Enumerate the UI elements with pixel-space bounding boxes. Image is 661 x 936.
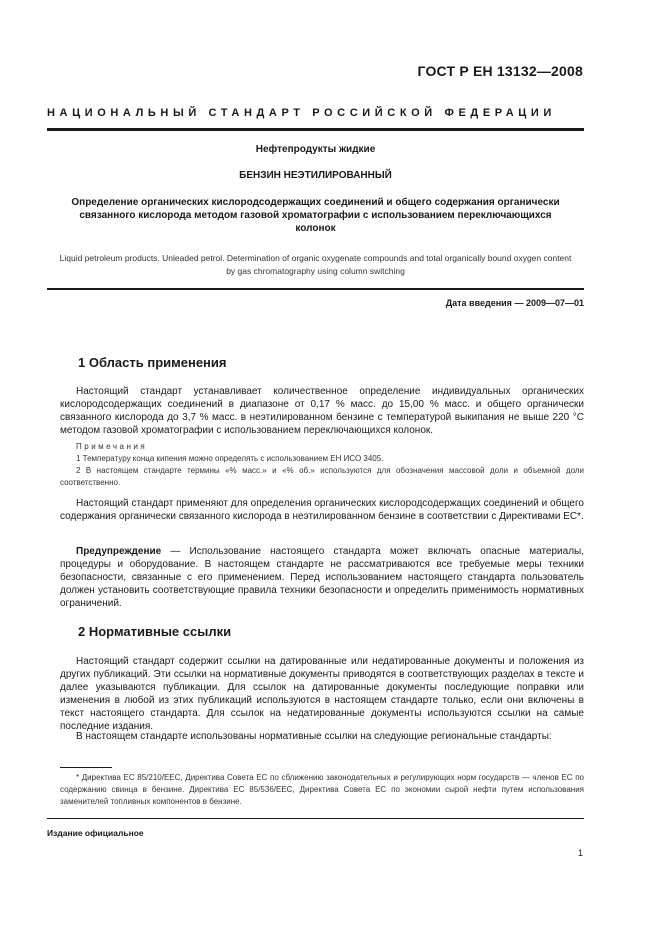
title-divider [47, 288, 584, 290]
section-1-notes [60, 441, 584, 489]
main-title: БЕНЗИН НЕЭТИЛИРОВАННЫЙ [239, 170, 392, 181]
introduction-date [446, 298, 584, 308]
national-standard-line: НАЦИОНАЛЬНЫЙ СТАНДАРТ РОССИЙСКОЙ ФЕДЕРАЦИИ [47, 107, 556, 119]
page-number: 1 [577, 848, 583, 858]
section-1-paragraph-2: Настоящий стандарт применяют для определения органических кислородсодержащих соединений и общего содержания органически связанного кислорода в неэтилированном бензине в соответствии с Директивами ЕС*. [60, 498, 584, 522]
standard-number: ГОСТ Р ЕН 13132—2008 [417, 63, 583, 79]
section-2-heading: 2 Нормативные ссылки [78, 624, 232, 639]
product-group-title: Нефтепродукты жидкие [255, 144, 376, 155]
note-1: 1 Температуру конца кипения можно определять с использованием ЕН ИСО 3405. [76, 454, 384, 463]
subtitle: Определение органических кислородсодержащих соединений и общего содержания органически связанного кислорода методом газовой хроматографии с использованием переключающихся колонок [71, 197, 560, 234]
warning-text: — Использование настоящего стандарта может включать опасные материалы, процедуры и оборудование. В настоящем стандарте не рассматриваются все требуемые меры техники безопасности, связанные с его применением. Перед использованием настоящего стандарта пользователь должен установить соответствующие правила техники безопасности и определить применимость нормативных ограничений. [60, 546, 584, 609]
footnote: * Директива ЕС 85/210/EEC, Директива Совета ЕС по сближению законодательных и регулирующих норм государств — членов ЕС по содержанию свинца в бензине. Директива ЕС 85/536/EEC, Директива Совета ЕС по экономии сырой нефти путем использования заменителей топливных компонентов в бензине. [60, 773, 584, 806]
english-title: Liquid petroleum products. Unleaded petrol. Determination of organic oxygenate compounds and total organically bound oxygen content by gas chromatography using column switching [59, 253, 572, 276]
footer-divider [47, 818, 584, 819]
footnote-divider [60, 767, 112, 768]
header-divider [47, 128, 584, 131]
notes-title: Примечания [76, 442, 148, 451]
date-label: Дата введения [445, 298, 512, 308]
section-1-paragraph-1: Настоящий стандарт устанавливает количественное определение индивидуальных органических кислородсодержащих соединений в диапазоне от 0,17 % масс. до 15,00 % масс. и общего органически связанного кислорода до 3,7 % масс. в неэтилированном бензине с температурой выкипания не выше 220 °C методом газовой хроматографии с использованием переключающихся колонок. [60, 386, 584, 436]
note-2: 2 В настоящем стандарте термины «% масс.» и «% об.» используются для обозначения массовой доли и объемной доли соответственно. [60, 466, 584, 487]
section-2-paragraph-2: В настоящем стандарте использованы нормативные ссылки на следующие региональные стандарты: [76, 731, 552, 742]
section-1-heading: 1 Область применения [78, 355, 227, 370]
official-edition-label: Издание официальное [47, 828, 144, 838]
warning-label: Предупреждение [76, 546, 162, 557]
warning-paragraph [60, 545, 584, 610]
date-value: — 2009—07—01 [514, 298, 584, 308]
section-2-paragraph-1: Настоящий стандарт содержит ссылки на датированные или недатированные документы и положения из других публикаций. Эти ссылки на нормативные документы приводятся в соответствующих разделах в тексте и далее указываются публикации. Для ссылок на датированные документы последующие поправки или изменения в любой из этих публикаций используются в настоящем стандарте только, если они включены в текст настоящего стандарта. Для ссылок на недатированные документы используются ссылки на самые последние издания. [60, 656, 584, 732]
